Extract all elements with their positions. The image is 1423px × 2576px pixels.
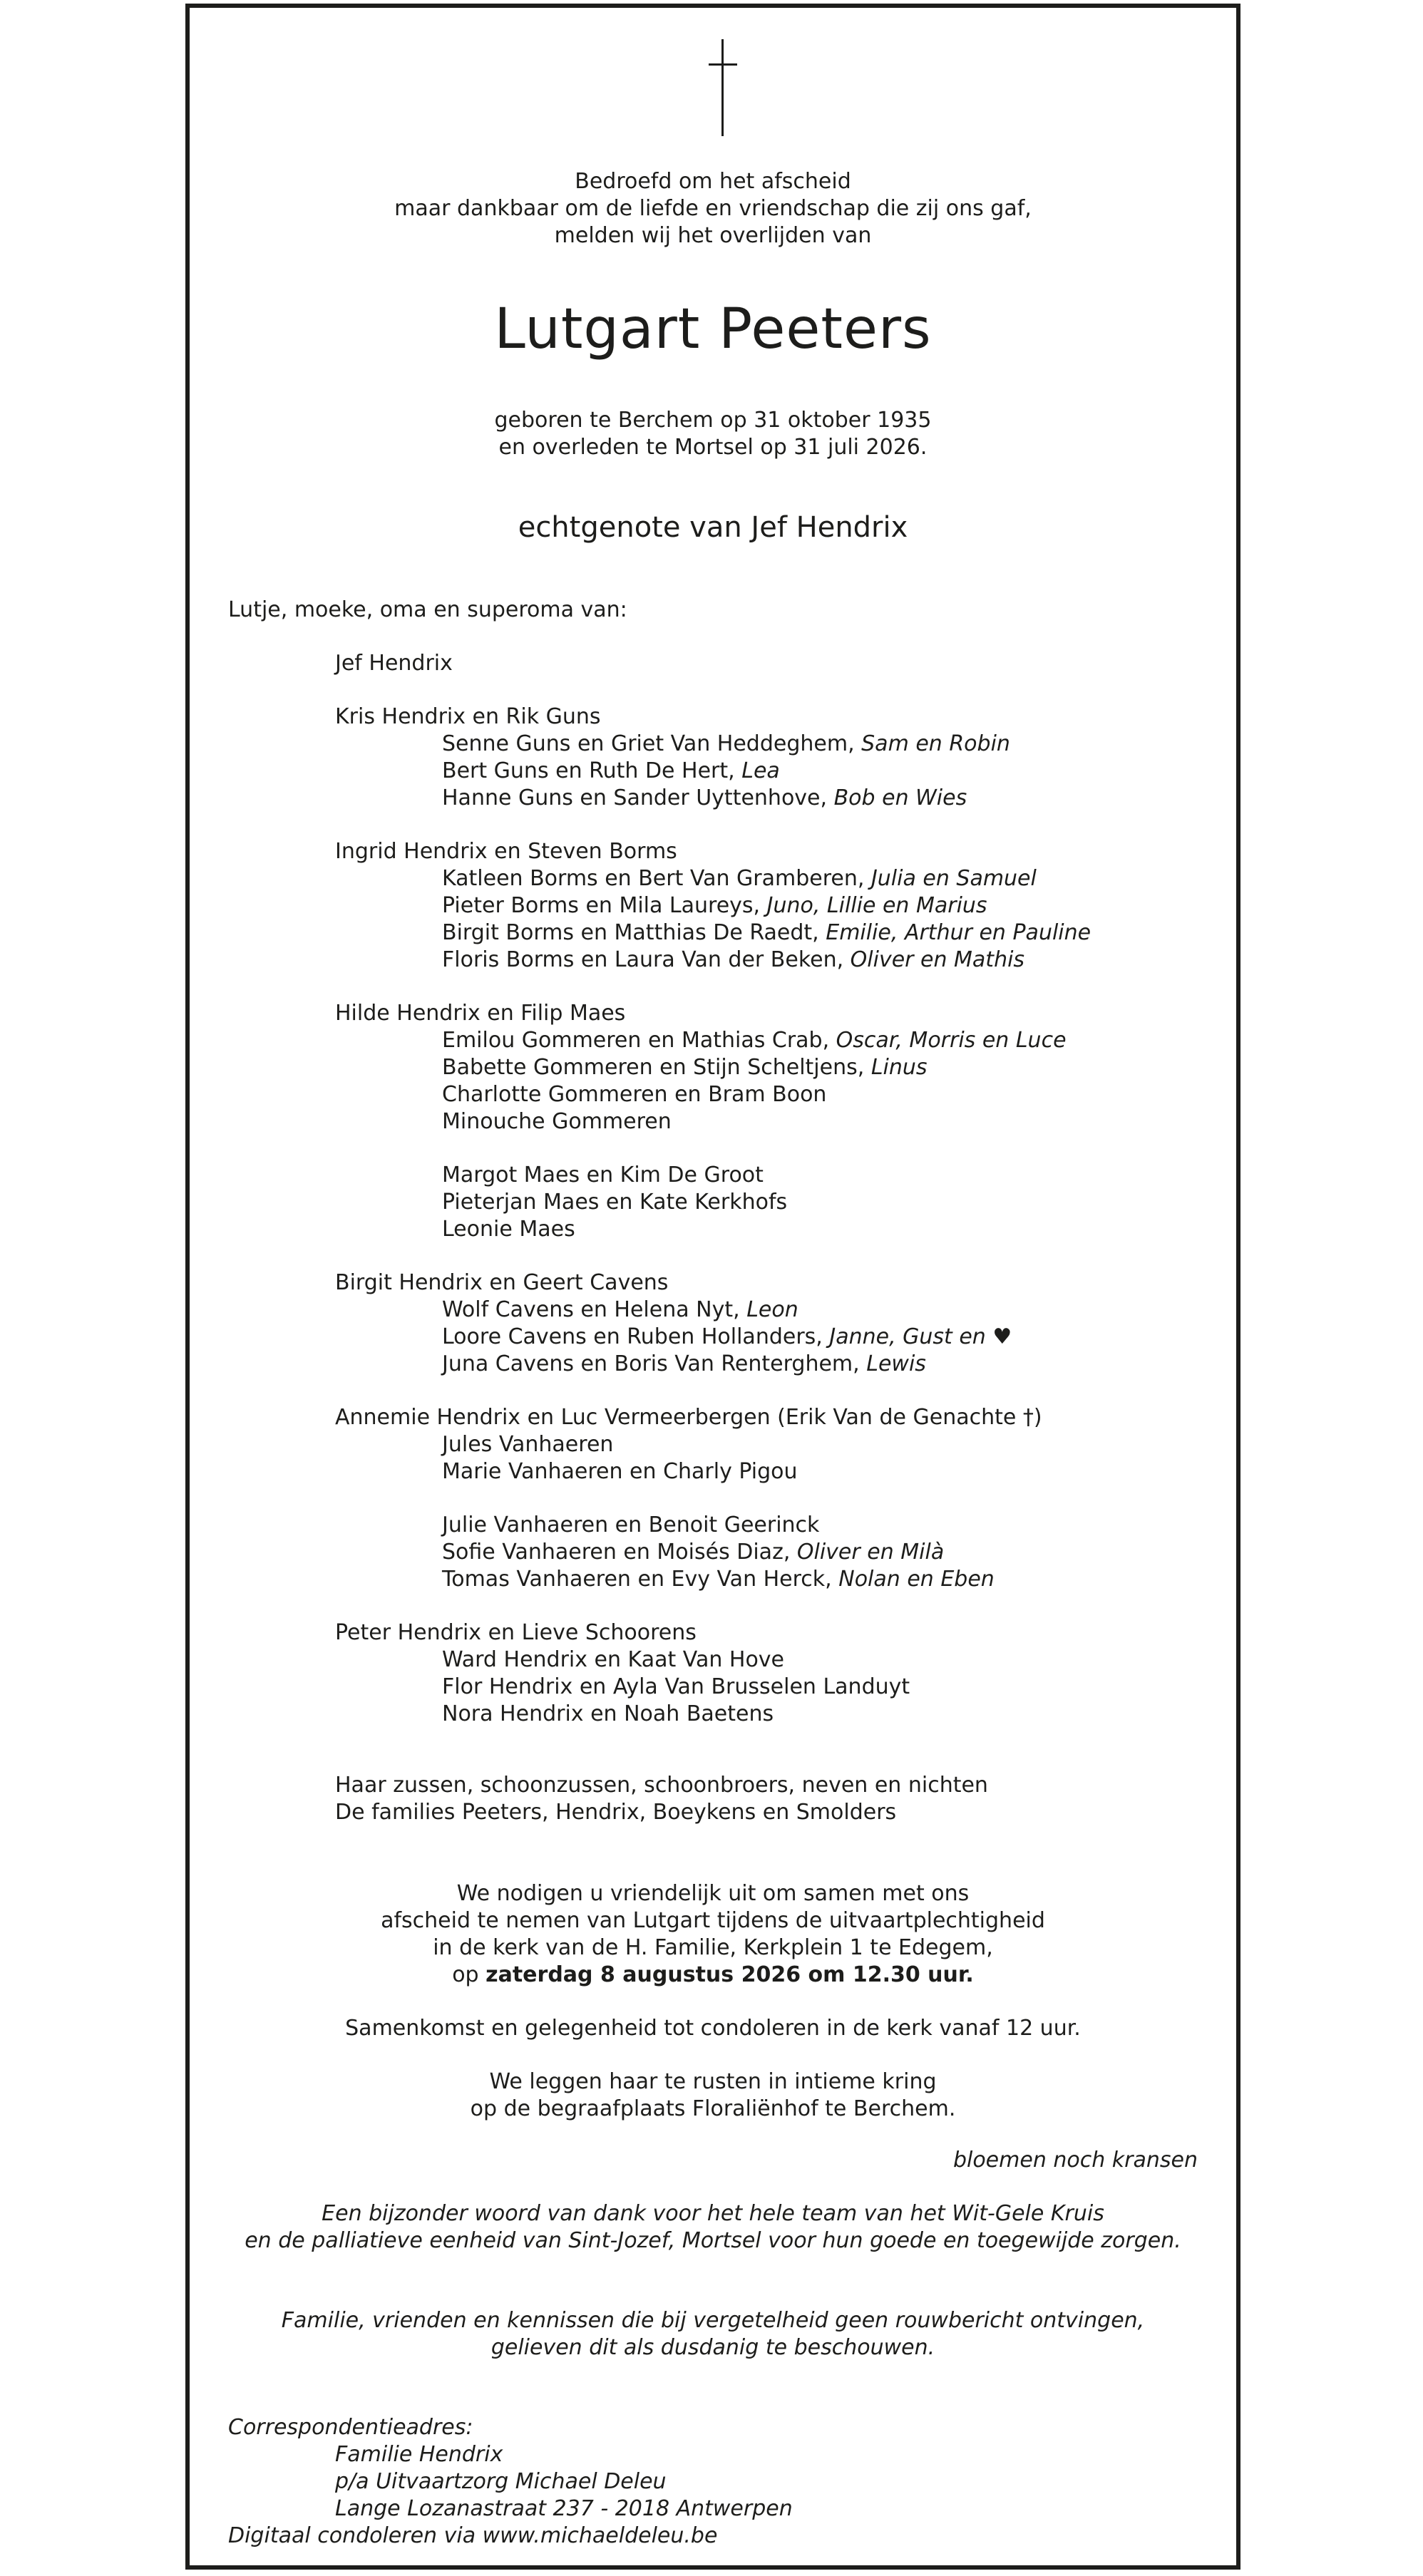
husband: Jef Hendrix — [335, 651, 453, 676]
intro-line: Bedroefd om het afscheid — [575, 169, 851, 194]
invitation-line: afscheid te nemen van Lutgart tijdens de uitvaartplechtigheid — [381, 1908, 1045, 1933]
flowers-note: bloemen noch kransen — [952, 2148, 1198, 2173]
grandchild-line: Pieter Borms en Mila Laureys, Juno, Lillie en Marius — [442, 893, 987, 918]
grandchild-line: Hanne Guns en Sander Uyttenhove, Bob en Wies — [442, 785, 967, 810]
cross-icon — [709, 39, 737, 136]
grandchild-line: Jules Vanhaeren — [442, 1432, 614, 1457]
grandchild-line: Julie Vanhaeren en Benoit Geerinck — [442, 1513, 820, 1537]
child-name: Kris Hendrix en Rik Guns — [335, 704, 601, 729]
invitation-date-line: op zaterdag 8 augustus 2026 om 12.30 uur. — [452, 1962, 974, 1987]
correspondence-line: Lange Lozanastraat 237 - 2018 Antwerpen — [335, 2496, 793, 2521]
gathering-line: Samenkomst en gelegenheid tot condoleren in de kerk vanaf 12 uur. — [345, 2016, 1081, 2041]
intro-line: maar dankbaar om de liefde en vriendschap die zij ons gaf, — [394, 196, 1032, 221]
burial-line: op de begraafplaats Floraliënhof te Berchem. — [470, 2096, 956, 2121]
grandchild-line: Nora Hendrix en Noah Baetens — [442, 1701, 774, 1726]
child-name: Ingrid Hendrix en Steven Borms — [335, 839, 677, 864]
correspondence-line: Familie Hendrix — [335, 2442, 503, 2467]
thanks-line: Een bijzonder woord van dank voor het hele team van het Wit-Gele Kruis — [322, 2201, 1104, 2226]
notice-line: gelieven dit als dusdanig te beschouwen. — [490, 2335, 935, 2360]
grandchild-line: Senne Guns en Griet Van Heddeghem, Sam en Robin — [442, 731, 1010, 756]
grandchild-line: Flor Hendrix en Ayla Van Brusselen Landuyt — [442, 1674, 910, 1699]
death-line: en overleden te Mortsel op 31 juli 2026. — [498, 435, 928, 460]
grandchild-line: Floris Borms en Laura Van der Beken, Oliver en Mathis — [442, 947, 1025, 972]
grandchild-line: Ward Hendrix en Kaat Van Hove — [442, 1647, 785, 1672]
extended-family-line: De families Peeters, Hendrix, Boeykens en Smolders — [335, 1800, 897, 1825]
child-name: Annemie Hendrix en Luc Vermeerbergen (Erik Van de Genachte †) — [335, 1405, 1042, 1430]
grandchild-line: Sofie Vanhaeren en Moisés Diaz, Oliver en Milà — [442, 1540, 945, 1565]
extended-family-line: Haar zussen, schoonzussen, schoonbroers, neven en nichten — [335, 1773, 988, 1798]
burial-line: We leggen haar te rusten in intieme kring — [489, 2069, 937, 2094]
grandchild-line: Loore Cavens en Ruben Hollanders, Janne, Gust en ♥ — [442, 1324, 1012, 1349]
notice-line: Familie, vrienden en kennissen die bij vergetelheid geen rouwbericht ontvingen, — [281, 2308, 1145, 2333]
grandchild-line: Marie Vanhaeren en Charly Pigou — [442, 1459, 798, 1484]
correspondence-line: p/a Uitvaartzorg Michael Deleu — [335, 2469, 667, 2494]
grandchild-line: Emilou Gommeren en Mathias Crab, Oscar, Morris en Luce — [442, 1028, 1067, 1053]
grandchild-line: Birgit Borms en Matthias De Raedt, Emilie, Arthur en Pauline — [442, 920, 1091, 945]
grandchild-line: Pieterjan Maes en Kate Kerkhofs — [442, 1190, 788, 1215]
grandchild-line: Juna Cavens en Boris Van Renterghem, Lewis — [442, 1351, 926, 1376]
grandchild-line: Katleen Borms en Bert Van Gramberen, Julia en Samuel — [442, 866, 1037, 891]
deceased-name: Lutgart Peeters — [494, 297, 932, 361]
grandchild-line: Tomas Vanhaeren en Evy Van Herck, Nolan en Eben — [442, 1567, 995, 1592]
child-name: Birgit Hendrix en Geert Cavens — [335, 1270, 669, 1295]
grandchild-line: Leonie Maes — [442, 1217, 575, 1242]
child-name: Hilde Hendrix en Filip Maes — [335, 1001, 626, 1026]
grandchild-line: Bert Guns en Ruth De Hert, Lea — [442, 758, 780, 783]
grandchild-line: Wolf Cavens en Helena Nyt, Leon — [442, 1297, 798, 1322]
invitation-line: in de kerk van de H. Familie, Kerkplein 1 te Edegem, — [433, 1935, 993, 1960]
grandchild-line: Margot Maes en Kim De Groot — [442, 1163, 764, 1187]
invitation-line: We nodigen u vriendelijk uit om samen met ons — [456, 1881, 970, 1906]
online-condolence-link[interactable]: Digitaal condoleren via www.michaeldeleu.be — [228, 2523, 718, 2548]
thanks-line: en de palliatieve eenheid van Sint-Jozef, Mortsel voor hun goede en toegewijde zorgen. — [245, 2228, 1181, 2253]
correspondence-label: Correspondentieadres: — [228, 2415, 473, 2440]
family-intro: Lutje, moeke, oma en superoma van: — [228, 597, 627, 622]
grandchild-line: Charlotte Gommeren en Bram Boon — [442, 1082, 827, 1107]
funeral-date: zaterdag 8 augustus 2026 om 12.30 uur. — [486, 1962, 974, 1987]
birth-line: geboren te Berchem op 31 oktober 1935 — [494, 408, 932, 433]
child-name: Peter Hendrix en Lieve Schoorens — [335, 1620, 697, 1645]
obituary-card — [185, 4, 1240, 2570]
grandchild-line: Minouche Gommeren — [442, 1109, 672, 1134]
grandchild-line: Babette Gommeren en Stijn Scheltjens, Linus — [442, 1055, 928, 1080]
spouse-line: echtgenote van Jef Hendrix — [518, 511, 908, 544]
intro-line: melden wij het overlijden van — [554, 223, 872, 248]
